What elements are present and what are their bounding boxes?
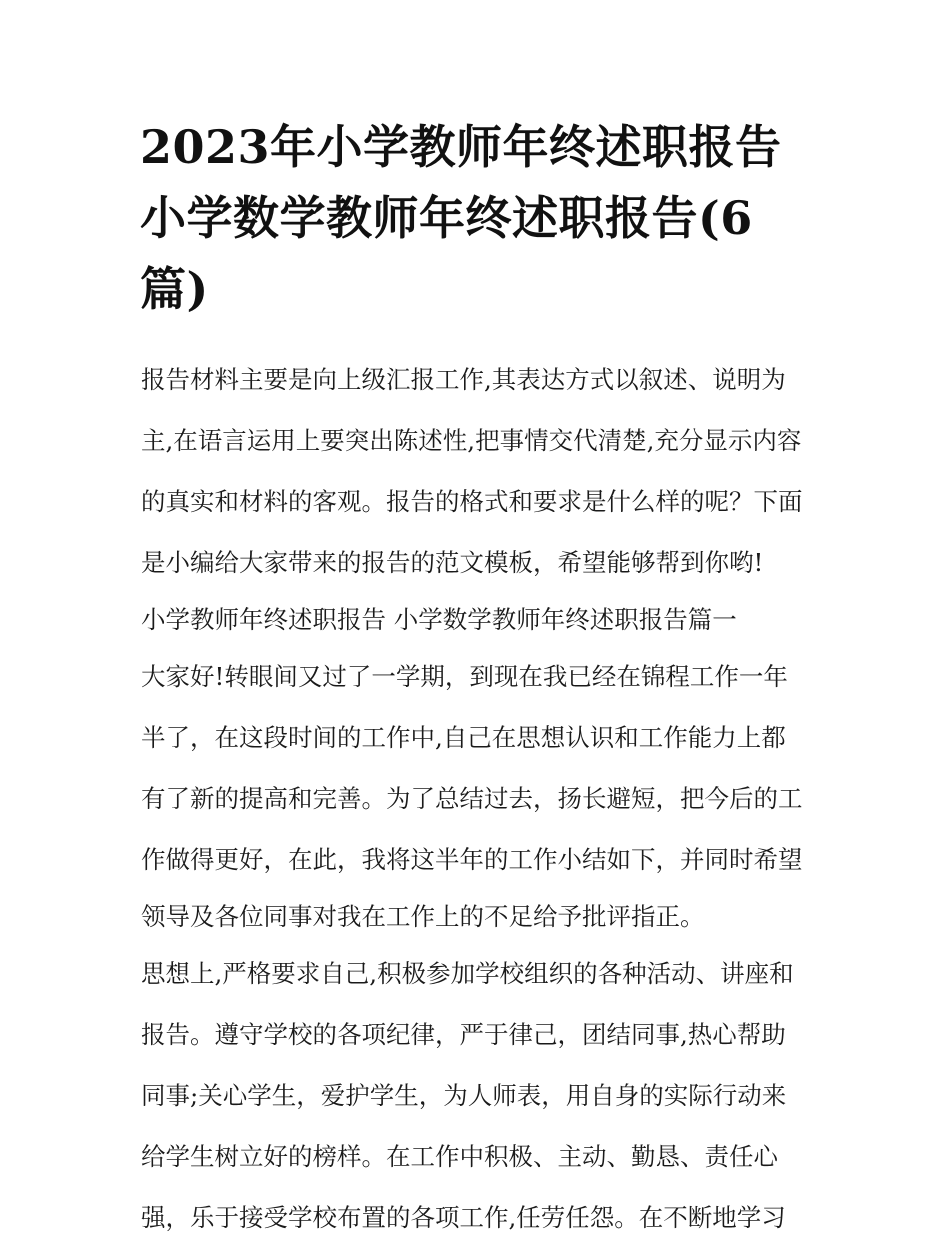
document-title: 2023年小学教师年终述职报告 小学数学教师年终述职报告(6篇) [140,120,782,316]
body-line: 的真实和材料的客观。报告的格式和要求是什么样的呢？下面 [141,487,803,516]
body-line: 主,在语言运用上要突出陈述性,把事情交代清楚,充分显示内容 [141,426,802,455]
section-heading: 小学教师年终述职报告 小学数学教师年终述职报告篇一 [141,605,737,634]
body-line: 有了新的提高和完善。为了总结过去，扬长避短，把今后的工 [141,784,803,813]
body-line: 作做得更好，在此，我将这半年的工作小结如下，并同时希望 [141,845,803,874]
document-body [141,349,821,1248]
body-line: 强，乐于接受学校布置的各项工作,任劳任怨。在不断地学习 [141,1203,786,1232]
body-line: 思想上,严格要求自己,积极参加学校组织的各种活动、讲座和 [141,959,794,988]
body-line: 是小编给大家带来的报告的范文模板，希望能够帮到你哟! [141,548,764,577]
body-line: 领导及各位同事对我在工作上的不足给予批评指正。 [141,902,705,931]
body-line: 半了，在这段时间的工作中,自己在思想认识和工作能力上都 [141,723,786,752]
body-line: 报告。遵守学校的各项纪律，严于律己，团结同事,热心帮助 [141,1020,786,1049]
body-line: 同事;关心学生，爱护学生，为人师表，用自身的实际行动来 [141,1081,787,1110]
body-line: 给学生树立好的榜样。在工作中积极、主动、勤恳、责任心 [141,1142,778,1171]
body-line: 报告材料主要是向上级汇报工作,其表达方式以叙述、说明为 [141,365,786,394]
body-line: 大家好!转眼间又过了一学期，到现在我已经在锦程工作一年 [141,662,788,691]
